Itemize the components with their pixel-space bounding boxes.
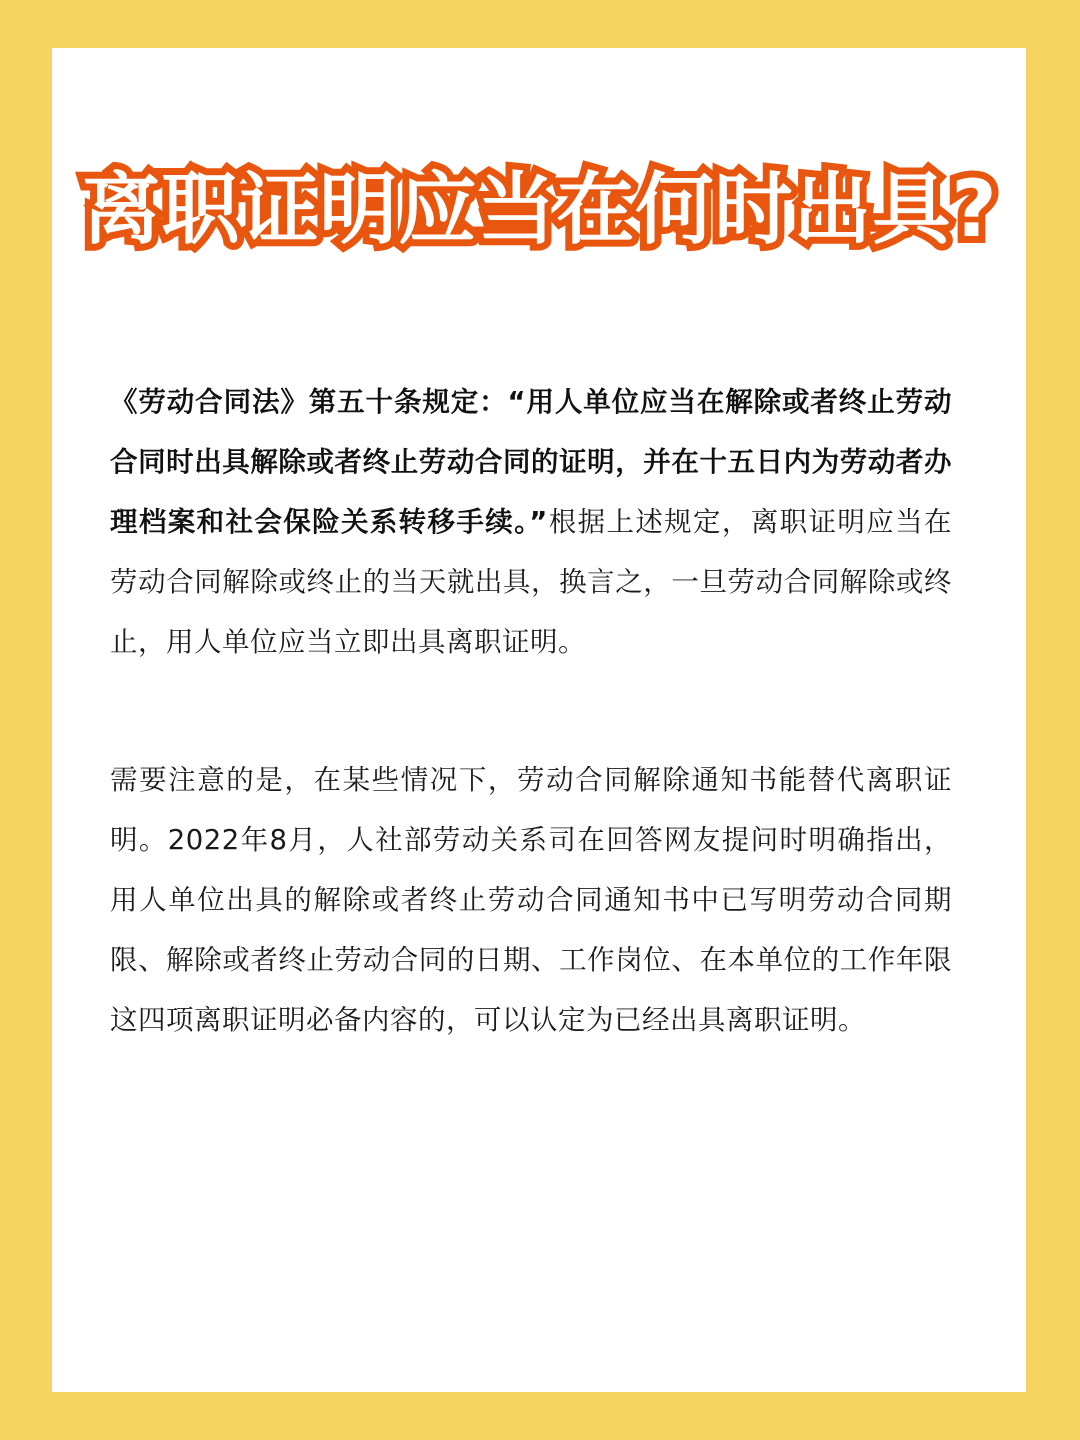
paragraph-law-quote — [110, 372, 952, 672]
law-quote-bold: 《劳动合同法》第五十条规定：“用人单位应当在解除或者终止劳动合同时出具解除或者终止劳动合同的证明，并在十五日内为劳动者办理档案和社会保险关系转移手续。” — [110, 386, 952, 538]
page-title: 离职证明应当在何时出具? — [82, 165, 998, 255]
law-quote-explanation: 根据上述规定，离职证明应当在劳动合同解除或终止的当天就出具，换言之，一旦劳动合同解除或终止，用人单位应当立即出具离职证明。 — [110, 506, 952, 658]
paragraph-note: 需要注意的是，在某些情况下，劳动合同解除通知书能替代离职证明。2022年8月，人社部劳动关系司在回答网友提问时明确指出，用人单位出具的解除或者终止劳动合同通知书中已写明劳动合同期限、解除或者终止劳动合同的日期、工作岗位、在本单位的工作年限这四项离职证明必备内容的，可以认定为已经出具离职证明。 — [110, 764, 952, 1036]
